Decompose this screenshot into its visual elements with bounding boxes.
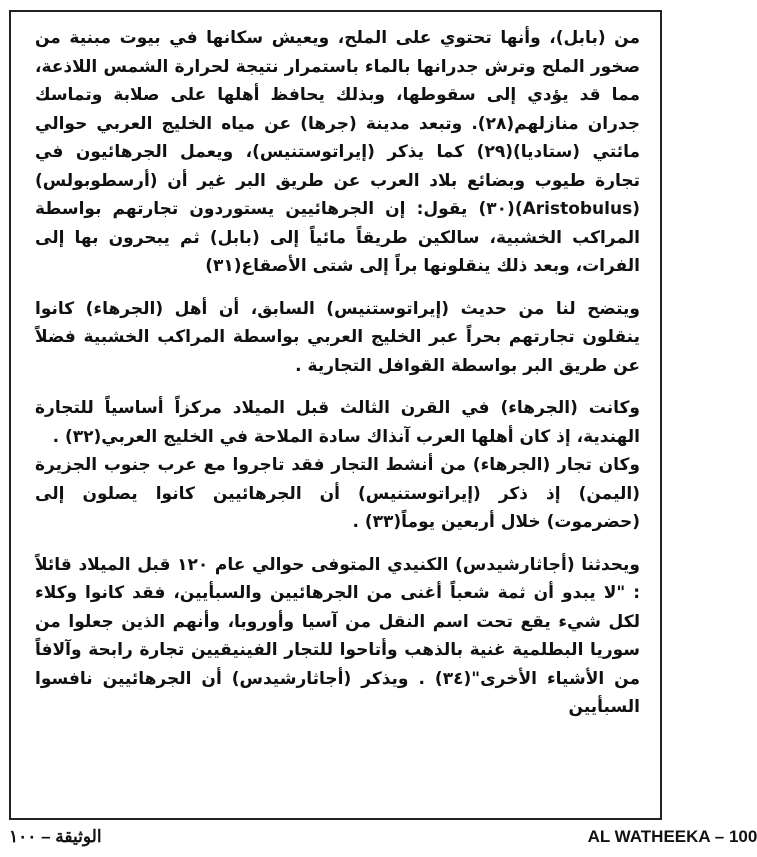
paragraph-1: من (بابل)، وأنها تحتوي على الملح، ويعيش سكانها في بيوت مبنية من صخور الملح وترش جدرانها بالماء باستمرار نتيجة لحرارة الشمس اللاذعة، مما قد يؤدي إلى سقوطها، وبذلك يحافظ أهلها على صلابة وتماسك جدران منازلهم(٢٨). وتبعد مدينة (جرها) عن مياه الخليج العربي حوالي مائتي (ستاديا)(٢٩) كما يذكر (إيراتوستنيس)، ويعمل الجرهائيون في تجارة طيوب وبضائع بلاد العرب عن طريق البر غير أن (أرسطوبولس) (Aristobulus)(٣٠) يقول: إن الجرهائيين يستوردون تجارتهم بواسطة المراكب الخشبية، سالكين طريقاً مائياً إلى (بابل) ثم يبحرون بها إلى الفرات، وبعد ذلك ينقلونها براً إلى شتى الأصقاع(٣١) <box>35 28 640 276</box>
paragraph-3: وكانت (الجرهاء) في القرن الثالث قبل الميلاد مركزاً أساسياً للتجارة الهندية، إذ كان أهلها العرب آنذاك سادة الملاحة في الخليج العربي(٣٢) . <box>35 398 640 447</box>
footer-arabic-page-label: الوثيقة – ١٠٠ <box>9 827 102 846</box>
footer-latin-page-label: AL WATHEEKA – 100 <box>587 827 757 846</box>
paragraph-2: ويتضح لنا من حديث (إيراتوستنيس) السابق، أن أهل (الجرهاء) كانوا ينقلون تجارتهم بحراً عبر الخليج العربي بواسطة المراكب الخشبية فضلاً عن طريق البر بواسطة القوافل التجارية . <box>35 298 640 376</box>
page-footer <box>9 822 757 852</box>
text-frame <box>9 10 662 820</box>
paragraph-5: ويحدثنا (أجاثارشيدس) الكنيدي المتوفى حوالي عام ١٢٠ قبل الميلاد قائلاً : "لا يبدو أن ثمة شعباً أغنى من الجرهائيين والسبأيين، فقد كانوا وكلاء لكل شيء يقع تحت اسم النقل من آسيا وأوروبا، وأنهم الذين جعلوا من سوريا البطلمية غنية بالذهب وأتاحوا للتجار الفينيقيين تجارة رابحة وآلافاً من الأشياء الأخرى"(٣٤) . ويذكر (أجاثارشيدس) أن الجرهائيين نافسوا السبأيين <box>35 554 640 717</box>
paragraph-4: وكان تجار (الجرهاء) من أنشط التجار فقد تاجروا مع عرب جنوب الجزيرة (اليمن) إذ ذكر (إيراتوستنيس) أن الجرهائيين كانوا يصلون إلى (حضرموت) خلال أربعين يوماً(٣٣) . <box>35 455 640 532</box>
